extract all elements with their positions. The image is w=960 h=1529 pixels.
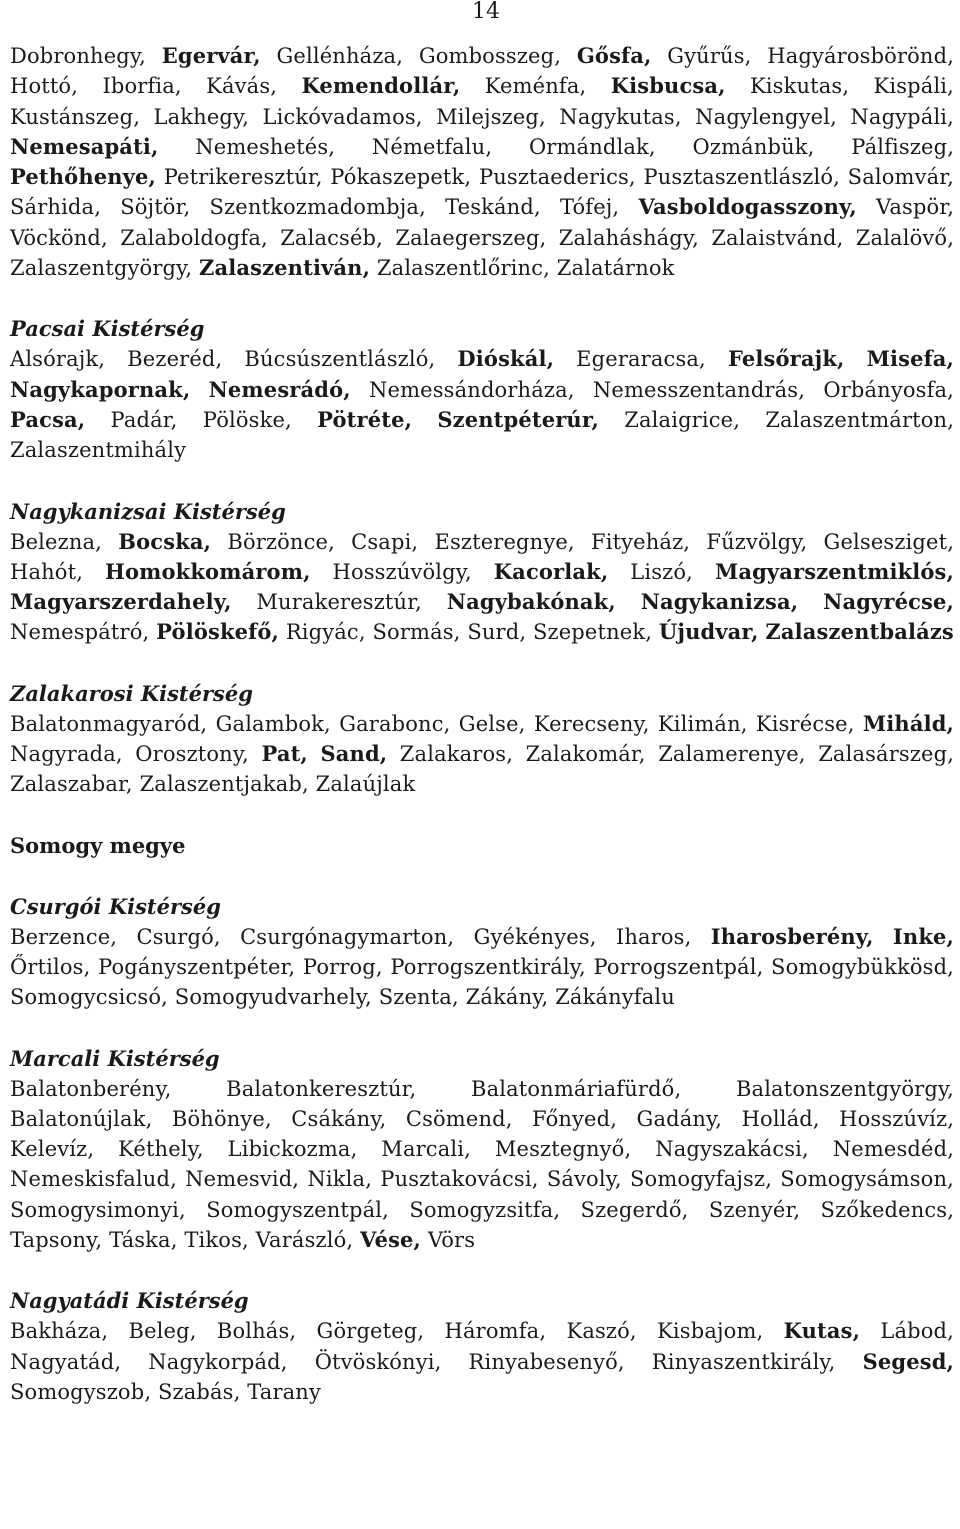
settlement-name: Zalaboldogfa, [120, 225, 268, 250]
settlement-name: Miháld, [862, 710, 955, 736]
subregion-heading: Nagyatádi Kistérség [10, 1288, 249, 1314]
settlement-name: Gadány, [636, 1106, 723, 1131]
settlement-name: Zalacséb, [280, 225, 383, 250]
settlement-name: Ozmánbük, [692, 134, 815, 159]
settlement-name: Zalaegerszeg, [395, 225, 547, 250]
settlement-name: Gelse, [458, 711, 526, 736]
settlement-name: Porrogszentkirály, [390, 954, 586, 979]
settlement-name: Milejszeg, [436, 104, 546, 129]
settlement-name: Vasboldogasszony, [638, 194, 857, 220]
settlement-name: Ormándlak, [528, 134, 656, 159]
settlement-name: Sávoly, [546, 1167, 622, 1192]
settlement-name: Padár, [110, 407, 178, 432]
settlement-name: Hahót, [10, 559, 84, 584]
settlement-name: Dióskál, [457, 346, 555, 372]
settlement-name: Szenta, [378, 985, 459, 1010]
settlement-name: Zalaszabar, [10, 772, 133, 797]
settlement-name: Tikos, [184, 1228, 249, 1253]
settlement-name: Somogyudvarhely, [174, 985, 372, 1010]
settlement-name: Söjtör, [120, 195, 191, 220]
settlement-name: Zalaszentjakab, [139, 772, 309, 797]
settlement-name: Kacorlak, [493, 558, 609, 584]
settlement-name: Rinyabesenyő, [468, 1349, 625, 1374]
settlement-list [10, 527, 954, 648]
settlement-name: Zalalövő, [855, 225, 955, 250]
settlement-name: Liszó, [630, 559, 693, 584]
settlement-name: Berzence, [10, 924, 118, 949]
settlement-name: Somogyszentpál, [206, 1197, 389, 1222]
settlement-name: Nagykanizsa, [640, 589, 799, 615]
settlement-name: Kisbajom, [657, 1319, 764, 1344]
settlement-name: Lakhegy, [153, 104, 250, 129]
settlement-name: Csömend, [405, 1106, 513, 1131]
settlement-name: Nemesszentandrás, [592, 377, 806, 402]
settlement-name: Nagyatád, [10, 1349, 122, 1374]
settlement-name: Gyűrűs, [667, 44, 752, 68]
settlement-name: Lickóvadamos, [262, 104, 423, 129]
settlement-name: Fűzvölgy, [706, 529, 808, 554]
settlement-name: Kelevíz, [10, 1137, 95, 1162]
settlement-name: Somogyszob, [10, 1379, 152, 1404]
settlement-name: Bolhás, [216, 1319, 297, 1344]
settlement-name: Somogybükkösd, [771, 954, 954, 979]
settlement-name: Beleg, [128, 1319, 197, 1344]
settlement-name: Nagylengyel, [695, 104, 837, 129]
settlement-name: Garabonc, [339, 711, 451, 736]
settlement-name: Hollád, [741, 1106, 820, 1131]
settlement-name: Eszteregnye, [434, 529, 575, 554]
settlement-name: Inke, [892, 923, 954, 949]
settlement-name: Pogányszentpéter, [98, 954, 296, 979]
settlement-name: Böhönye, [171, 1106, 272, 1131]
settlement-name: Magyarszentmiklós, [714, 558, 954, 584]
settlement-list [10, 41, 954, 283]
settlement-name: Nagykapornak, [10, 376, 191, 402]
settlement-name: Vöckönd, [10, 225, 108, 250]
settlement-name: Nagybakónak, [446, 589, 616, 615]
settlement-name: Porrogszentpál, [593, 954, 764, 979]
settlement-name: Alsórajk, [10, 347, 106, 372]
settlement-name: Murakeresztúr, [256, 590, 422, 615]
settlement-name: Balatonkeresztúr, [226, 1076, 417, 1101]
settlement-name: Bezeréd, [127, 347, 223, 372]
settlement-name: Csákány, [291, 1106, 387, 1131]
settlement-name: Magyarszerdahely, [10, 589, 232, 615]
subregion-heading: Nagykanizsai Kistérség [10, 498, 286, 524]
settlement-name: Kemendollár, [301, 73, 461, 99]
settlement-name: Főnyed, [532, 1106, 618, 1131]
settlement-name: Kispáli, [873, 74, 954, 99]
settlement-name: Zalaszentbalázs [765, 619, 954, 645]
settlement-name: Bakháza, [10, 1319, 109, 1344]
settlement-name: Kilimán, [657, 711, 748, 736]
settlement-name: Orosztony, [135, 742, 249, 767]
subregion-heading: Marcali Kistérség [10, 1045, 220, 1071]
settlement-name: Szegerdő, [580, 1197, 689, 1222]
settlement-name: Nagypáli, [850, 104, 954, 129]
settlement-name: Csurgónagymarton, [240, 924, 455, 949]
settlement-name: Gősfa, [576, 43, 652, 68]
settlement-name: Lábod, [880, 1319, 954, 1344]
subregion-heading: Zalakarosi Kistérség [10, 680, 253, 706]
settlement-name: Szabás, [157, 1379, 241, 1404]
settlement-name: Egervár, [161, 43, 261, 68]
settlement-name: Zalaistvánd, [711, 225, 844, 250]
settlement-name: Homokkomárom, [104, 558, 311, 584]
settlement-name: Hosszúvölgy, [332, 559, 472, 584]
settlement-name: Zalaháshágy, [558, 225, 699, 250]
settlement-name: Sárhida, [10, 195, 102, 220]
settlement-name: Tarany [247, 1379, 321, 1404]
settlement-name: Gombosszeg, [418, 44, 562, 68]
settlement-name: Vése, [360, 1227, 422, 1253]
settlement-name: Somogysimonyi, [10, 1197, 186, 1222]
settlement-name: Somogyzsitfa, [409, 1197, 561, 1222]
settlement-name: Misefa, [866, 346, 955, 372]
settlement-name: Nemespátró, [10, 620, 150, 645]
settlement-name: Somogysámson, [780, 1167, 954, 1192]
settlement-name: Hagyárosbörönd, [767, 44, 955, 68]
settlement-name: Sormás, [372, 620, 461, 645]
settlement-name: Szőkedencs, [820, 1197, 955, 1222]
settlement-name: Balatonmáriafürdő, [470, 1076, 682, 1101]
settlement-name: Pat, [261, 741, 308, 767]
settlement-list [10, 709, 954, 800]
settlement-name: Zalaigrice, [624, 407, 741, 432]
settlement-name: Pusztakovácsi, [380, 1167, 539, 1192]
settlement-name: Somogyfajsz, [630, 1167, 773, 1192]
settlement-name: Pölöskefő, [156, 619, 279, 645]
settlement-name: Mesztegnyő, [494, 1137, 632, 1162]
settlement-name: Csurgó, [136, 924, 221, 949]
settlement-name: Tófej, [559, 195, 620, 220]
settlement-name: Gellénháza, [276, 44, 404, 68]
settlement-name: Újudvar, [658, 619, 759, 645]
settlement-name: Kisrécse, [755, 711, 855, 736]
settlement-name: Felsőrajk, [727, 346, 845, 372]
settlement-list [10, 922, 954, 1013]
settlement-name: Iharos, [615, 924, 692, 949]
settlement-name: Gyékényes, [473, 924, 597, 949]
settlement-name: Bocska, [118, 528, 212, 554]
settlement-name: Vaspör, [875, 195, 955, 220]
settlement-name: Zalaújlak [315, 772, 416, 797]
settlement-name: Pálfiszeg, [851, 134, 955, 159]
settlement-name: Sand, [320, 741, 388, 767]
settlement-name: Szenyér, [708, 1197, 801, 1222]
settlement-name: Nemeshetés, [195, 134, 336, 159]
settlement-name: Ötvöskónyi, [314, 1349, 442, 1374]
settlement-name: Dobronhegy, [10, 44, 146, 68]
settlement-name: Zalaszentlőrinc, [376, 256, 550, 281]
settlement-name: Zákányfalu [555, 985, 675, 1010]
settlement-name: Gelsesziget, [823, 529, 955, 554]
settlement-name: Rinyaszentkirály, [651, 1349, 836, 1374]
document-body [10, 41, 954, 1407]
settlement-name: Pölöske, [202, 407, 292, 432]
subregion-heading: Csurgói Kistérség [10, 893, 221, 919]
settlement-name: Kutas, [783, 1318, 861, 1344]
settlement-name: Kerecseny, [533, 711, 650, 736]
settlement-name: Keménfa, [484, 74, 587, 99]
settlement-name: Pacsa, [10, 406, 86, 432]
settlement-name: Fityeház, [590, 529, 691, 554]
settlement-name: Varászló, [255, 1228, 354, 1253]
settlement-name: Vörs [427, 1228, 476, 1253]
settlement-name: Iborfia, [102, 74, 182, 99]
settlement-name: Galambok, [215, 711, 331, 736]
settlement-name: Teskánd, [445, 195, 541, 220]
settlement-name: Zalakomár, [525, 742, 646, 767]
settlement-name: Kisbucsa, [610, 73, 726, 99]
settlement-name: Libickozma, [227, 1137, 358, 1162]
settlement-name: Szepetnek, [532, 620, 653, 645]
settlement-name: Nagyrada, [10, 742, 123, 767]
settlement-name: Nagyrécse, [823, 589, 954, 615]
settlement-name: Balatonszentgyörgy, [735, 1076, 954, 1101]
settlement-name: Egeraracsa, [576, 347, 706, 372]
page-number: 14 [472, 0, 500, 24]
settlement-name: Orbányosfa, [823, 377, 954, 402]
settlement-name: Búcsúszentlászló, [244, 347, 436, 372]
settlement-name: Nagykutas, [559, 104, 682, 129]
settlement-name: Nemesapáti, [10, 133, 159, 159]
settlement-name: Tapsony, [10, 1228, 103, 1253]
settlement-name: Zalaszentmárton, [765, 407, 955, 432]
settlement-name: Pókaszepetk, [330, 165, 472, 190]
settlement-name: Belezna, [10, 529, 102, 554]
settlement-name: Pethőhenye, [10, 164, 156, 190]
settlement-name: Zalaszentiván, [199, 255, 371, 281]
settlement-name: Hottó, [10, 74, 79, 99]
settlement-name: Zalatárnok [556, 256, 675, 281]
settlement-name: Nemesdéd, [832, 1137, 955, 1162]
settlement-name: Németfalu, [371, 134, 493, 159]
settlement-name: Porrog, [302, 954, 383, 979]
settlement-name: Zalasárszeg, [818, 742, 955, 767]
settlement-name: Nemeskisfalud, [10, 1167, 177, 1192]
settlement-name: Marcali, [381, 1137, 471, 1162]
settlement-name: Balatonberény, [10, 1076, 172, 1101]
settlement-name: Pötréte, [317, 406, 413, 432]
settlement-name: Iharosberény, [710, 923, 874, 949]
settlement-name: Hosszúvíz, [839, 1106, 955, 1131]
settlement-name: Görgeteg, [316, 1319, 425, 1344]
settlement-name: Zákány, [465, 985, 549, 1010]
settlement-name: Kustánszeg, [10, 104, 141, 129]
settlement-name: Börzönce, [227, 529, 335, 554]
settlement-name: Zalakaros, [399, 742, 514, 767]
settlement-name: Szentkozmadombja, [209, 195, 426, 220]
settlement-name: Csapi, [351, 529, 419, 554]
settlement-name: Szentpéterúr, [437, 406, 599, 432]
settlement-name: Petrikeresztúr, [163, 165, 323, 190]
county-heading: Somogy megye [10, 832, 186, 858]
settlement-name: Kiskutas, [749, 74, 850, 99]
settlement-name: Pusztaederics, [478, 165, 636, 190]
settlement-name: Balatonmagyaród, [10, 711, 208, 736]
settlement-name: Nagyszakácsi, [655, 1137, 809, 1162]
settlement-name: Pusztaszentlászló, [643, 165, 840, 190]
settlement-name: Nemesrádó, [208, 376, 351, 402]
settlement-name: Segesd, [862, 1348, 955, 1374]
subregion-heading: Pacsai Kistérség [10, 316, 205, 342]
settlement-name: Balatonújlak, [10, 1106, 153, 1131]
settlement-name: Zalaszentmihály [10, 438, 187, 463]
settlement-list [10, 1074, 954, 1256]
settlement-name: Kéthely, [118, 1137, 204, 1162]
settlement-name: Nagykorpád, [148, 1349, 288, 1374]
settlement-name: Rigyác, [285, 620, 366, 645]
settlement-name: Táska, [109, 1228, 178, 1253]
settlement-name: Kaszó, [566, 1319, 637, 1344]
settlement-name: Nemesvid, [185, 1167, 300, 1192]
settlement-name: Nemessándorháza, [369, 377, 575, 402]
settlement-list [10, 344, 954, 465]
settlement-name: Zalamerenye, [658, 742, 806, 767]
settlement-name: Zalaszentgyörgy, [10, 256, 193, 281]
settlement-name: Kávás, [206, 74, 278, 99]
settlement-name: Nikla, [307, 1167, 373, 1192]
settlement-name: Surd, [467, 620, 527, 645]
settlement-name: Őrtilos, [10, 954, 91, 979]
settlement-name: Somogycsicsó, [10, 985, 168, 1010]
settlement-name: Salomvár, [847, 165, 954, 190]
settlement-name: Háromfa, [444, 1319, 547, 1344]
settlement-list [10, 1316, 954, 1407]
